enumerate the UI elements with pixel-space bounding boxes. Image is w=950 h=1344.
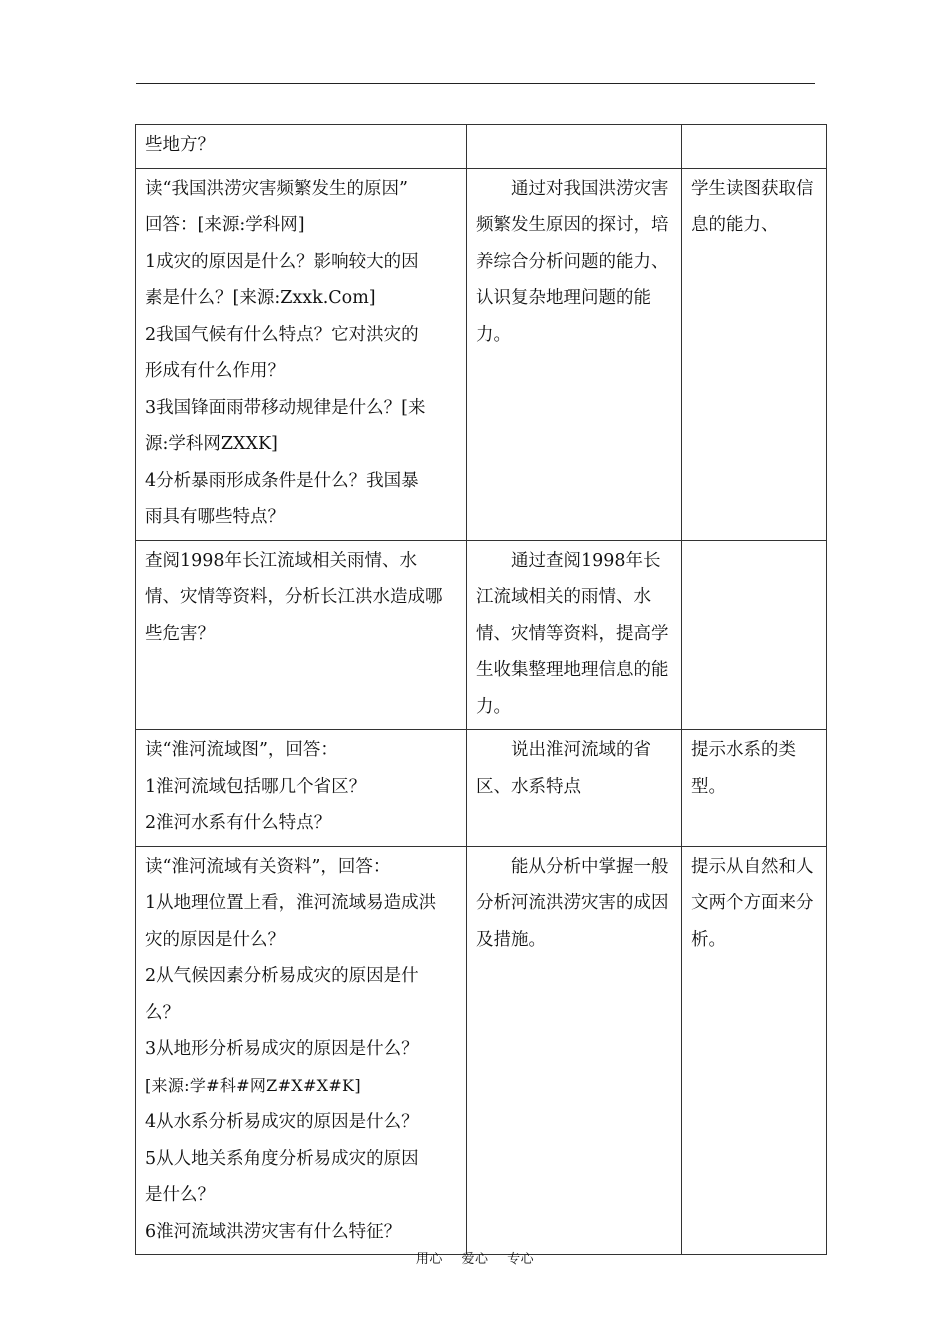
activity-cell: 查阅1998年长江流域相关雨情、水 情、灾情等资料，分析长江洪水造成哪 些危害？ — [136, 540, 467, 730]
header-rule — [136, 83, 815, 84]
note-cell: 提示从自然和人文两个方面来分析。 — [682, 846, 827, 1255]
note-cell — [682, 540, 827, 730]
footer-word: 专心 — [507, 1252, 535, 1267]
table-row — [136, 125, 827, 169]
table-row — [136, 540, 827, 730]
footer-word: 爱心 — [461, 1252, 489, 1267]
note-cell — [682, 125, 827, 169]
footer-word: 用心 — [415, 1252, 443, 1267]
goal-cell: 通过对我国洪涝灾害频繁发生原因的探讨，培养综合分析问题的能力、认识复杂地理问题的能力。 — [467, 168, 682, 540]
activity-cell: 些地方？ — [136, 125, 467, 169]
table-row — [136, 168, 827, 540]
table-row — [136, 846, 827, 1255]
page-footer — [0, 1248, 950, 1267]
table-row — [136, 730, 827, 847]
note-cell: 提示水系的类型。 — [682, 730, 827, 847]
goal-cell: 能从分析中掌握一般分析河流洪涝灾害的成因及措施。 — [467, 846, 682, 1255]
activity-cell: 读“我国洪涝灾害频繁发生的原因” 回答：[来源:学科网] 1成灾的原因是什么？影响较大的因 素是什么？[来源:Zxxk.Com] 2我国气候有什么特点？它对洪灾的 形成有什么作用？ 3我国锋面雨带移动规律是什么？[来 源:学科网ZXXK] 4分析暴雨形成条件是什么？我国暴 雨具有哪些特点？ — [136, 168, 467, 540]
goal-cell: 说出淮河流域的省区、水系特点 — [467, 730, 682, 847]
goal-cell — [467, 125, 682, 169]
lesson-table — [135, 124, 827, 1255]
activity-cell: 读“淮河流域有关资料”，回答： 1从地理位置上看，淮河流域易造成洪 灾的原因是什么？ 2从气候因素分析易成灾的原因是什 么？ 3从地形分析易成灾的原因是什么？ [来源:学#科#网Z#X#X#K] 4从水系分析易成灾的原因是什么？ 5从人地关系角度分析易成灾的原因 是什么？ 6淮河流域洪涝灾害有什么特征？ — [136, 846, 467, 1255]
goal-cell: 通过查阅1998年长江流域相关的雨情、水情、灾情等资料，提高学生收集整理地理信息的能力。 — [467, 540, 682, 730]
activity-cell: 读“淮河流域图”，回答： 1淮河流域包括哪几个省区？ 2淮河水系有什么特点？ — [136, 730, 467, 847]
note-cell: 学生读图获取信息的能力、 — [682, 168, 827, 540]
